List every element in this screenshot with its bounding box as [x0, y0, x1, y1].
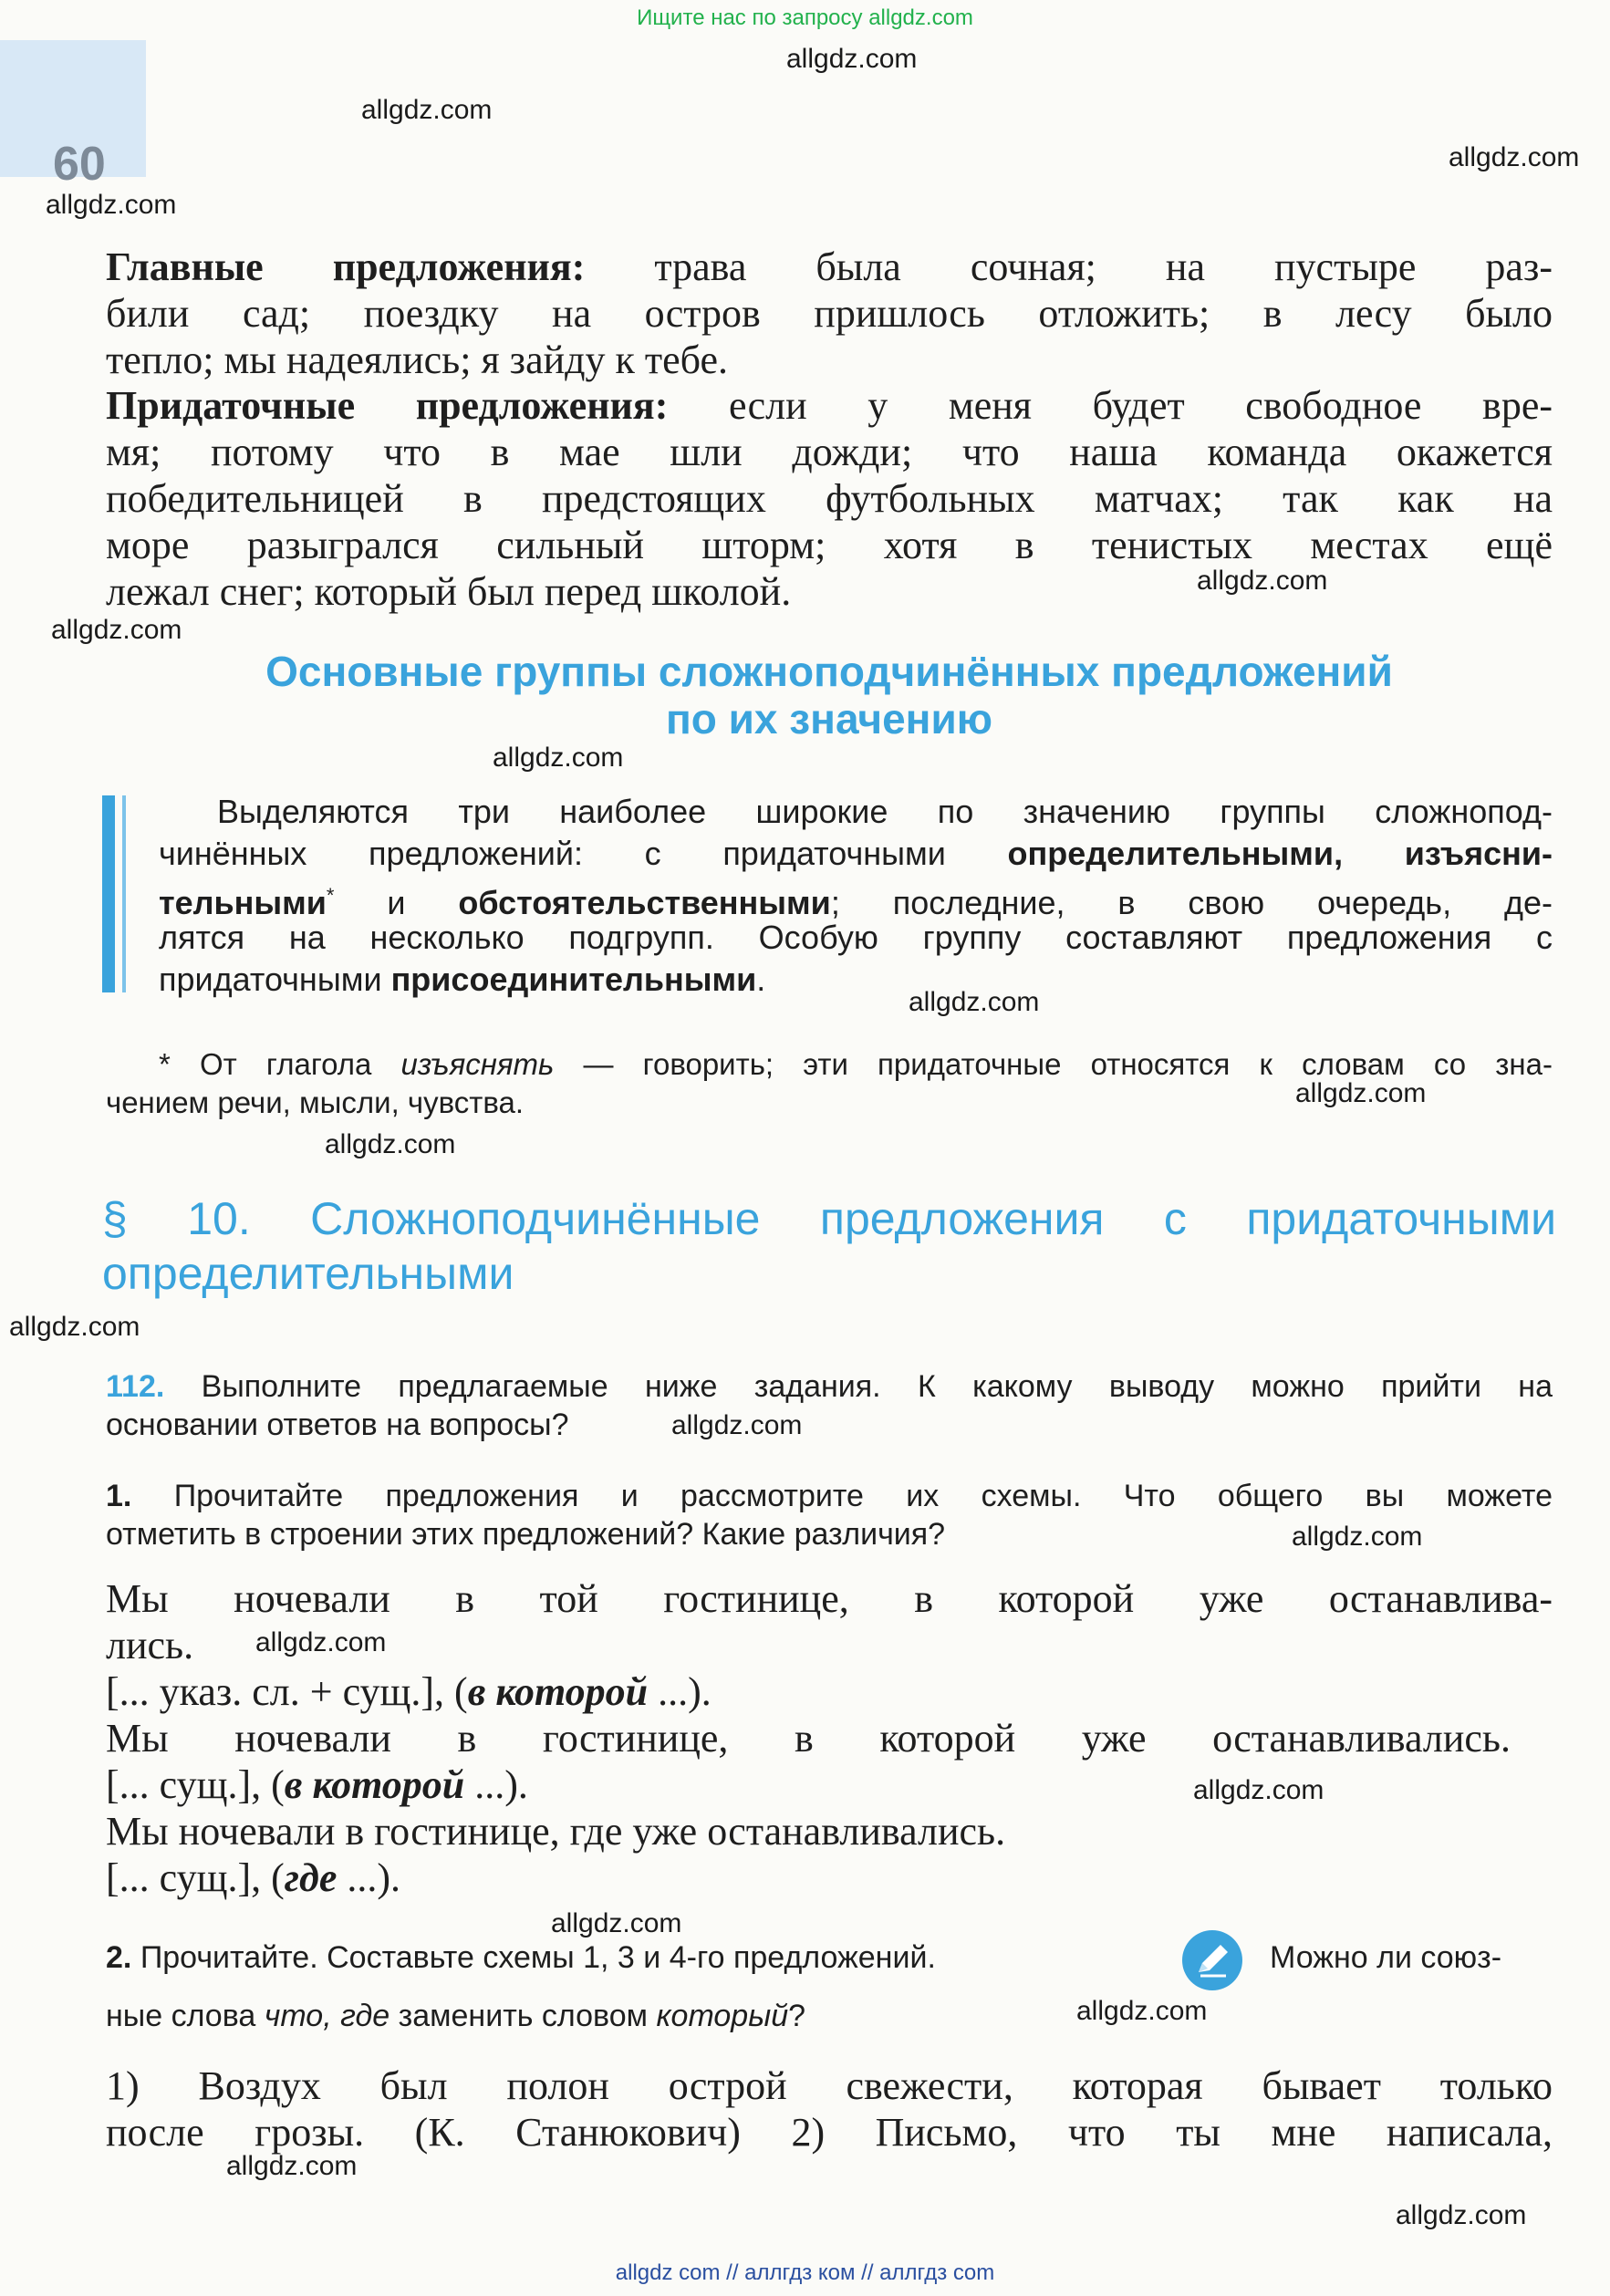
task1-line-2: отметить в строении этих предложений? Какие различия?	[106, 1517, 946, 1552]
theory-l2-text: чинённых предложений: с придаточными	[159, 835, 946, 872]
scheme-2-word: в которой	[284, 1762, 465, 1807]
watermark: allgdz.com	[786, 44, 918, 74]
sub-clauses-text: если у меня будет свободное вре-	[728, 383, 1553, 428]
watermark: allgdz.com	[1396, 2200, 1527, 2230]
footnote-mark: *	[326, 884, 335, 907]
task2-l2-q: ?	[788, 1999, 806, 2033]
scheme-2-c: ...).	[464, 1762, 528, 1807]
sub-clauses-line-5: лежал снег; который был перед школой.	[106, 569, 792, 614]
footer-links[interactable]: allgdz com // аллгдз ком // аллгдз com	[615, 2260, 995, 2285]
theory-line-1: Выделяются три наиболее широкие по значению группы сложнопод-	[217, 793, 1553, 830]
theory-l5-text: придаточными	[159, 961, 382, 998]
main-clauses-line-3: тепло; мы надеялись; я зайду к тебе.	[106, 338, 728, 382]
scheme-3-a: [... сущ.], (	[106, 1855, 285, 1900]
term-attributive: определительными	[1007, 835, 1335, 872]
task1-text-1: Прочитайте предложения и рассмотрите их схемы. Что общего вы можете	[173, 1479, 1553, 1513]
scheme-1	[106, 1669, 712, 1715]
sentence-1-line-2: лись.	[106, 1623, 194, 1667]
scheme-1-word: в которой	[467, 1669, 649, 1714]
text-line-1: 1) Воздух был полон острой свежести, которая бывает только	[106, 2063, 1553, 2108]
scheme-2	[106, 1762, 528, 1808]
watermark: allgdz.com	[9, 1312, 140, 1342]
scheme-1-a: [... указ. сл. + сущ.], (	[106, 1669, 468, 1714]
sub-clauses-line-3: победительницей в предстоящих футбольных матчах; так как на	[106, 476, 1553, 521]
sub-clauses-line-1	[106, 383, 1553, 429]
scheme-3-word: где	[284, 1855, 338, 1900]
task2-number: 2.	[106, 1940, 132, 1975]
paragraph-heading	[102, 1191, 1556, 1301]
exercise-number: 112.	[106, 1369, 165, 1404]
scheme-3	[106, 1855, 400, 1901]
theory-bar-thin	[122, 795, 126, 992]
comma: ,	[1334, 835, 1344, 872]
sentence-1-line-1: Мы ночевали в той гостинице, в которой уже останавлива-	[106, 1576, 1553, 1621]
theory-l3-text: ; последние, в свою очередь, де-	[830, 884, 1553, 921]
task2-line-2	[106, 1998, 805, 2034]
watermark: allgdz.com	[51, 615, 182, 645]
footnote-line-2: чением речи, мысли, чувства.	[106, 1086, 525, 1119]
watermark: allgdz.com	[1076, 1996, 1208, 2026]
theory-line-2	[159, 835, 1553, 873]
scheme-2-a: [... сущ.], (	[106, 1762, 285, 1807]
theory-l5-period: .	[756, 961, 766, 998]
page-number: 60	[53, 138, 106, 191]
sentence-3: Мы ночевали в гостинице, где уже останавливались.	[106, 1809, 1006, 1854]
watermark: allgdz.com	[1449, 142, 1580, 172]
main-clauses-line-1	[106, 244, 1553, 290]
exercise-line-1	[106, 1368, 1553, 1405]
watermark: allgdz.com	[1292, 1522, 1423, 1552]
watermark: allgdz.com	[255, 1627, 387, 1657]
sub-clauses-label: Придаточные предложения:	[106, 383, 669, 428]
term-explanatory-1: изъясни-	[1404, 835, 1553, 872]
exercise-text-1: Выполните предлагаемые ниже задания. К какому выводу можно прийти на	[201, 1369, 1553, 1404]
footnote-l1-a: * От глагола	[159, 1047, 372, 1081]
theory-line-4: лятся на несколько подгрупп. Особую группу составляют предложения с	[159, 919, 1553, 956]
theory-bar	[102, 795, 115, 992]
text-line-2: после грозы. (К. Станюкович) 2) Письмо, что ты мне написала,	[106, 2110, 1553, 2155]
watermark: allgdz.com	[909, 987, 1040, 1017]
scheme-3-c: ...).	[337, 1855, 401, 1900]
task2-text-1: Прочитайте. Составьте схемы 1, 3 и 4-го предложений.	[140, 1940, 936, 1975]
pencil-icon	[1182, 1930, 1242, 1990]
watermark: allgdz.com	[493, 743, 624, 773]
theory-line-5	[159, 961, 765, 999]
exercise-line-2: основании ответов на вопросы?	[106, 1408, 569, 1442]
watermark: allgdz.com	[1193, 1775, 1324, 1805]
main-clauses-label: Главные предложения:	[106, 244, 586, 289]
task2-l2-a: ные слова	[106, 1999, 256, 2033]
watermark: allgdz.com	[226, 2151, 358, 2181]
footnote-line-1	[159, 1047, 1553, 1082]
task1-number: 1.	[106, 1479, 132, 1513]
paragraph-heading-line-1: § 10. Сложноподчинённые предложения с придаточными	[102, 1193, 1556, 1244]
sub-clauses-line-2: мя; потому что в мае шли дожди; что наша команда окажется	[106, 430, 1553, 474]
term-explanatory-2: тельными	[159, 884, 327, 921]
term-circumstantial: обстоятельственными	[458, 884, 831, 921]
paragraph-heading-line-2: определительными	[102, 1248, 514, 1299]
footnote-verb: изъяснять	[400, 1047, 555, 1081]
scheme-1-c: ...).	[648, 1669, 712, 1714]
task2-l2-words: что, где	[264, 1999, 390, 2033]
section-heading-line-1: Основные группы сложноподчинённых предложений	[265, 648, 1393, 695]
section-heading	[106, 648, 1553, 743]
main-clauses-line-2: били сад; поездку на остров пришлось отложить; в лесу было	[106, 291, 1553, 336]
watermark: allgdz.com	[361, 95, 493, 125]
task2-line-1-end: Можно ли союз-	[1270, 1940, 1502, 1975]
theory-line-3	[159, 877, 1553, 922]
watermark: allgdz.com	[46, 190, 177, 220]
watermark: allgdz.com	[1295, 1078, 1427, 1108]
task2-line-1	[106, 1939, 936, 1976]
section-heading-line-2: по их значению	[665, 695, 993, 743]
task1-line-1	[106, 1478, 1553, 1514]
sub-clauses-line-4: море разыгрался сильный шторм; хотя в тенистых местах ещё	[106, 523, 1553, 567]
top-notice[interactable]: Ищите нас по запросу allgdz.com	[637, 5, 973, 30]
theory-and: и	[334, 884, 459, 921]
task2-l2-word: который	[656, 1999, 789, 2033]
footnote-l1-c: — говорить; эти придаточные относятся к словам со зна-	[583, 1047, 1553, 1081]
watermark: allgdz.com	[551, 1908, 682, 1938]
watermark: allgdz.com	[671, 1410, 803, 1440]
sentence-2: Мы ночевали в гостинице, в которой уже останавливались.	[106, 1716, 1511, 1761]
term-connective: присоединительными	[390, 961, 757, 998]
main-clauses-text: трава была сочная; на пустыре раз-	[654, 244, 1553, 289]
task2-l2-c: заменить словом	[398, 1999, 649, 2033]
watermark: allgdz.com	[1197, 566, 1328, 596]
watermark: allgdz.com	[325, 1129, 456, 1159]
